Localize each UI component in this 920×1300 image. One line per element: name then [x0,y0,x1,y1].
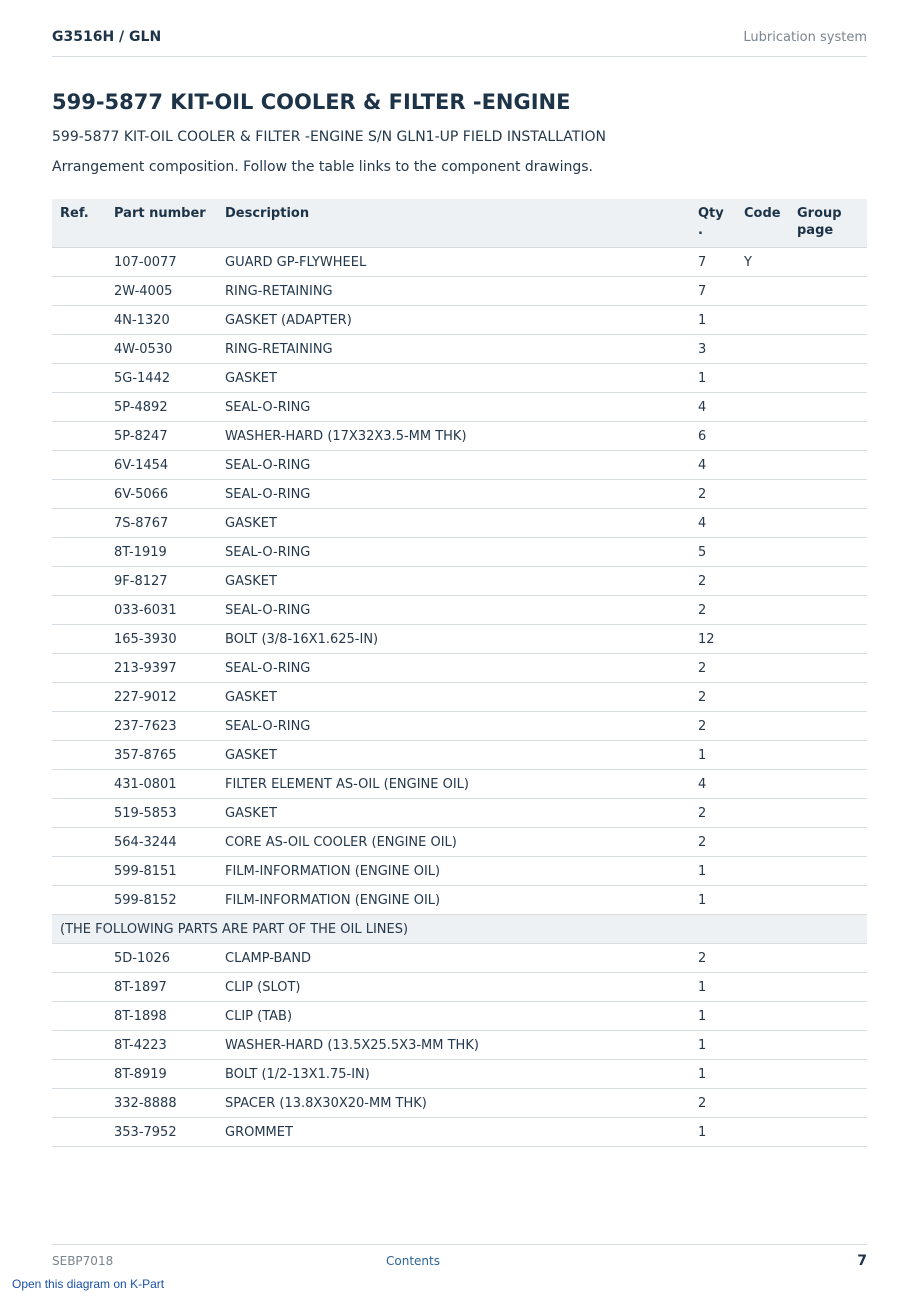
cell-code [736,1118,789,1147]
page-subtitle: 599-5877 KIT-OIL COOLER & FILTER -ENGINE S/N GLN1-UP FIELD INSTALLATION [52,129,606,145]
cell-qty: 2 [690,712,736,741]
cell-group-page [789,335,867,364]
cell-description: BOLT (1/2-13X1.75-IN) [217,1060,690,1089]
cell-group-page [789,654,867,683]
cell-qty: 7 [690,277,736,306]
cell-qty: 2 [690,799,736,828]
cell-code [736,306,789,335]
cell-ref [52,277,106,306]
cell-part-number[interactable]: 6V-5066 [106,480,217,509]
cell-group-page [789,1031,867,1060]
cell-code [736,625,789,654]
cell-description: GASKET [217,683,690,712]
cell-part-number[interactable]: 4W-0530 [106,335,217,364]
cell-code [736,277,789,306]
cell-code [736,335,789,364]
cell-part-number[interactable]: 237-7623 [106,712,217,741]
cell-description: SEAL-O-RING [217,654,690,683]
cell-part-number[interactable]: 564-3244 [106,828,217,857]
cell-qty: 4 [690,393,736,422]
cell-description: FILM-INFORMATION (ENGINE OIL) [217,857,690,886]
cell-code [736,509,789,538]
table-row [52,364,867,393]
cell-description: SEAL-O-RING [217,538,690,567]
cell-description: GASKET [217,567,690,596]
cell-description: FILTER ELEMENT AS-OIL (ENGINE OIL) [217,770,690,799]
cell-ref [52,509,106,538]
cell-group-page [789,1060,867,1089]
cell-ref [52,364,106,393]
cell-group-page [789,683,867,712]
cell-ref [52,1031,106,1060]
col-header-description: Description [217,199,690,248]
cell-description: CLIP (TAB) [217,1002,690,1031]
cell-code [736,857,789,886]
cell-code: Y [736,248,789,277]
cell-group-page [789,364,867,393]
table-row [52,886,867,915]
doc-id: SEBP7018 [52,1254,114,1268]
table-row [52,654,867,683]
cell-qty: 6 [690,422,736,451]
cell-qty: 1 [690,1118,736,1147]
cell-ref [52,393,106,422]
page-header [52,28,867,57]
cell-qty: 2 [690,828,736,857]
cell-description: CORE AS-OIL COOLER (ENGINE OIL) [217,828,690,857]
cell-code [736,538,789,567]
cell-code [736,828,789,857]
intro-text: Arrangement composition. Follow the table links to the component drawings. [52,159,593,175]
table-row [52,509,867,538]
cell-group-page [789,1089,867,1118]
table-row [52,741,867,770]
table-row [52,712,867,741]
page-number: 7 [857,1253,867,1269]
cell-part-number[interactable]: 4N-1320 [106,306,217,335]
cell-qty: 4 [690,770,736,799]
cell-ref [52,538,106,567]
cell-description: CLAMP-BAND [217,944,690,973]
cell-description: SEAL-O-RING [217,451,690,480]
cell-description: SEAL-O-RING [217,393,690,422]
cell-description: GASKET [217,364,690,393]
cell-ref [52,857,106,886]
table-row [52,770,867,799]
cell-code [736,596,789,625]
cell-part-number[interactable]: 599-8151 [106,857,217,886]
cell-ref [52,248,106,277]
cell-ref [52,741,106,770]
cell-part-number[interactable]: 9F-8127 [106,567,217,596]
cell-ref [52,973,106,1002]
cell-part-number[interactable]: 332-8888 [106,1089,217,1118]
table-row [52,248,867,277]
cell-ref [52,886,106,915]
table-row [52,596,867,625]
cell-group-page [789,886,867,915]
table-row [52,1060,867,1089]
col-header-qty: Qty . [690,199,736,248]
cell-qty: 4 [690,451,736,480]
parts-table-body [52,248,867,1147]
cell-qty: 2 [690,596,736,625]
cell-description: GASKET [217,799,690,828]
cell-qty: 4 [690,509,736,538]
table-section-row [52,915,867,944]
cell-code [736,1031,789,1060]
cell-code [736,480,789,509]
cell-part-number[interactable]: 7S-8767 [106,509,217,538]
cell-qty: 1 [690,973,736,1002]
table-row [52,538,867,567]
cell-code [736,1089,789,1118]
cell-group-page [789,422,867,451]
cell-qty: 5 [690,538,736,567]
cell-group-page [789,393,867,422]
table-row [52,422,867,451]
cell-ref [52,944,106,973]
cell-description: WASHER-HARD (17X32X3.5-MM THK) [217,422,690,451]
table-row [52,393,867,422]
cell-code [736,567,789,596]
table-row [52,1031,867,1060]
table-row [52,1002,867,1031]
cell-qty: 2 [690,944,736,973]
cell-group-page [789,1002,867,1031]
cell-ref [52,654,106,683]
cell-description: SEAL-O-RING [217,596,690,625]
cell-ref [52,799,106,828]
table-row [52,1089,867,1118]
table-row [52,828,867,857]
cell-qty: 2 [690,567,736,596]
col-header-ref: Ref. [52,199,106,248]
cell-part-number[interactable]: 033-6031 [106,596,217,625]
cell-group-page [789,509,867,538]
table-row [52,277,867,306]
cell-qty: 7 [690,248,736,277]
cell-part-number[interactable]: 8T-4223 [106,1031,217,1060]
cell-part-number[interactable]: 353-7952 [106,1118,217,1147]
cell-code [736,886,789,915]
cell-group-page [789,828,867,857]
cell-group-page [789,857,867,886]
cell-group-page [789,799,867,828]
cell-description: RING-RETAINING [217,335,690,364]
cell-ref [52,451,106,480]
model-label: G3516H / GLN [52,29,162,45]
cell-code [736,1002,789,1031]
cell-qty: 1 [690,886,736,915]
cell-code [736,683,789,712]
cell-part-number[interactable]: 519-5853 [106,799,217,828]
parts-table [52,199,867,1147]
cell-part-number[interactable]: 8T-8919 [106,1060,217,1089]
cell-part-number[interactable]: 107-0077 [106,248,217,277]
cell-code [736,973,789,1002]
cell-ref [52,335,106,364]
cell-group-page [789,480,867,509]
cell-group-page [789,277,867,306]
cell-ref [52,625,106,654]
cell-description: FILM-INFORMATION (ENGINE OIL) [217,886,690,915]
cell-code [736,393,789,422]
cell-part-number[interactable]: 5P-4892 [106,393,217,422]
table-row [52,625,867,654]
cell-ref [52,480,106,509]
cell-description: GASKET (ADAPTER) [217,306,690,335]
cell-ref [52,683,106,712]
cell-part-number[interactable]: 8T-1919 [106,538,217,567]
table-row [52,1118,867,1147]
table-row [52,451,867,480]
cell-part-number[interactable]: 5G-1442 [106,364,217,393]
cell-part-number[interactable]: 8T-1898 [106,1002,217,1031]
table-row [52,306,867,335]
cell-ref [52,828,106,857]
cell-qty: 1 [690,741,736,770]
cell-part-number[interactable]: 599-8152 [106,886,217,915]
cell-description: CLIP (SLOT) [217,973,690,1002]
cell-qty: 3 [690,335,736,364]
cell-description: SEAL-O-RING [217,712,690,741]
cell-description: GUARD GP-FLYWHEEL [217,248,690,277]
cell-qty: 1 [690,857,736,886]
cell-group-page [789,538,867,567]
cell-group-page [789,248,867,277]
cell-description: WASHER-HARD (13.5X25.5X3-MM THK) [217,1031,690,1060]
cell-ref [52,596,106,625]
cell-group-page [789,741,867,770]
cell-qty: 1 [690,364,736,393]
cell-code [736,770,789,799]
cell-description: SPACER (13.8X30X20-MM THK) [217,1089,690,1118]
kpart-diagram-link[interactable]: Open this diagram on K-Part [12,1277,165,1291]
table-row [52,944,867,973]
table-row [52,567,867,596]
col-header-group-page: Group page [789,199,867,248]
cell-part-number[interactable]: 165-3930 [106,625,217,654]
table-row [52,799,867,828]
cell-code [736,741,789,770]
cell-qty: 1 [690,1060,736,1089]
cell-ref [52,1118,106,1147]
cell-code [736,654,789,683]
cell-group-page [789,712,867,741]
cell-description: GASKET [217,741,690,770]
table-row [52,683,867,712]
cell-part-number[interactable]: 8T-1897 [106,973,217,1002]
cell-part-number[interactable]: 431-0801 [106,770,217,799]
document-page [52,0,867,1300]
cell-ref [52,1089,106,1118]
cell-ref [52,1060,106,1089]
cell-part-number[interactable]: 5P-8247 [106,422,217,451]
section-label: Lubrication system [743,30,867,45]
page-title: 599-5877 KIT-OIL COOLER & FILTER -ENGINE [52,90,571,114]
col-header-part-number: Part number [106,199,217,248]
cell-part-number[interactable]: 6V-1454 [106,451,217,480]
cell-description: RING-RETAINING [217,277,690,306]
table-header-row [52,199,867,248]
table-row [52,335,867,364]
cell-part-number[interactable]: 213-9397 [106,654,217,683]
cell-ref [52,1002,106,1031]
cell-code [736,799,789,828]
cell-qty: 1 [690,1002,736,1031]
contents-link[interactable]: Contents [386,1254,440,1268]
cell-description: GROMMET [217,1118,690,1147]
cell-ref [52,770,106,799]
cell-part-number[interactable]: 5D-1026 [106,944,217,973]
cell-ref [52,306,106,335]
cell-ref [52,422,106,451]
cell-code [736,712,789,741]
cell-code [736,451,789,480]
cell-description: BOLT (3/8-16X1.625-IN) [217,625,690,654]
cell-qty: 2 [690,683,736,712]
cell-description: SEAL-O-RING [217,480,690,509]
cell-group-page [789,770,867,799]
cell-group-page [789,596,867,625]
section-label: (THE FOLLOWING PARTS ARE PART OF THE OIL LINES) [52,915,867,944]
cell-group-page [789,973,867,1002]
table-row [52,973,867,1002]
cell-description: GASKET [217,509,690,538]
cell-qty: 12 [690,625,736,654]
cell-qty: 2 [690,1089,736,1118]
page-footer [52,1244,867,1275]
cell-qty: 1 [690,306,736,335]
cell-ref [52,712,106,741]
cell-ref [52,567,106,596]
cell-group-page [789,625,867,654]
cell-code [736,364,789,393]
col-header-code: Code [736,199,789,248]
cell-code [736,422,789,451]
cell-group-page [789,306,867,335]
cell-group-page [789,451,867,480]
cell-part-number[interactable]: 357-8765 [106,741,217,770]
cell-group-page [789,944,867,973]
cell-group-page [789,567,867,596]
cell-qty: 2 [690,480,736,509]
cell-part-number[interactable]: 227-9012 [106,683,217,712]
table-row [52,857,867,886]
cell-group-page [789,1118,867,1147]
cell-qty: 1 [690,1031,736,1060]
cell-qty: 2 [690,654,736,683]
cell-part-number[interactable]: 2W-4005 [106,277,217,306]
cell-code [736,1060,789,1089]
cell-code [736,944,789,973]
table-row [52,480,867,509]
